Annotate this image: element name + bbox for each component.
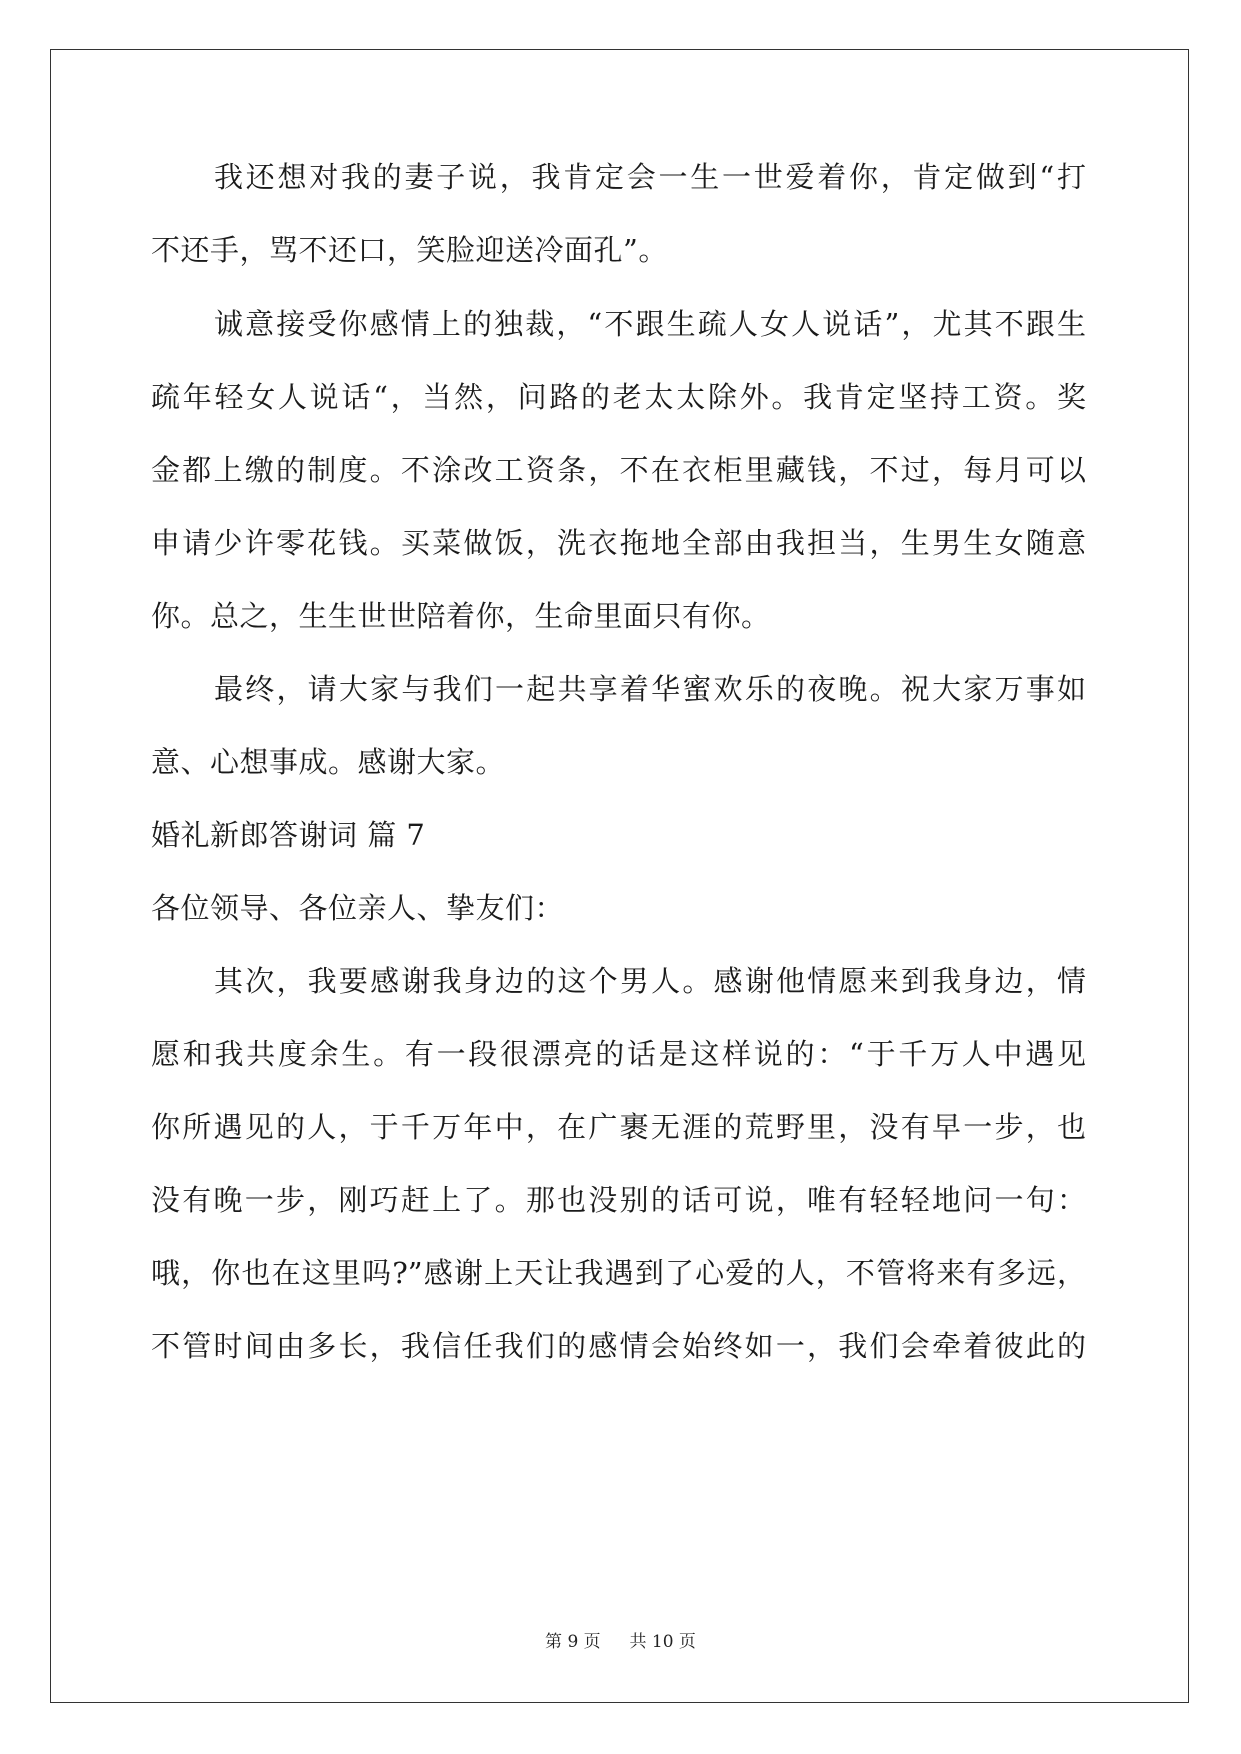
paragraph-line: 其次，我要感谢我身边的这个男人。感谢他情愿来到我身边，情: [214, 964, 1086, 998]
page-total: 共 10 页: [629, 1632, 696, 1652]
paragraph-line: 你所遇见的人，于千万年中，在广裹无涯的荒野里，没有早一步，也: [151, 1110, 1086, 1144]
paragraph-line: 意、心想事成。感谢大家。: [151, 745, 506, 779]
paragraph-line: 哦，你也在这里吗?”感谢上天让我遇到了心爱的人，不管将来有多远，: [151, 1256, 1086, 1290]
paragraph-line: 金都上缴的制度。不涂改工资条，不在衣柜里藏钱，不过，每月可以: [151, 453, 1086, 487]
paragraph-line: 我还想对我的妻子说，我肯定会一生一世爱着你，肯定做到“打: [214, 160, 1086, 194]
paragraph-line: 诚意接受你感情上的独裁，“不跟生疏人女人说话”，尤其不跟生: [214, 307, 1086, 341]
paragraph-line: 不还手，骂不还口，笑脸迎送冷面孔”。: [151, 233, 668, 267]
page-border: [50, 49, 1189, 1703]
paragraph-line: 你。总之，生生世世陪着你，生命里面只有你。: [151, 599, 771, 633]
paragraph-line: 没有晚一步，刚巧赶上了。那也没别的话可说，唯有轻轻地问一句：: [151, 1183, 1086, 1217]
paragraph-line: 最终，请大家与我们一起共享着华蜜欢乐的夜晚。祝大家万事如: [214, 672, 1086, 706]
page-footer: [0, 1630, 1241, 1654]
paragraph-line: 愿和我共度余生。有一段很漂亮的话是这样说的：“于千万人中遇见: [151, 1037, 1086, 1071]
page-number: 第 9 页: [545, 1632, 601, 1652]
section-title: 婚礼新郎答谢词 篇 7: [151, 818, 426, 852]
salutation: 各位领导、各位亲人、挚友们：: [151, 891, 565, 925]
paragraph-line: 疏年轻女人说话“，当然，问路的老太太除外。我肯定坚持工资。奖: [151, 380, 1086, 414]
paragraph-line: 申请少许零花钱。买菜做饭，洗衣拖地全部由我担当，生男生女随意: [151, 526, 1086, 560]
paragraph-line: 不管时间由多长，我信任我们的感情会始终如一，我们会牵着彼此的: [151, 1329, 1086, 1363]
